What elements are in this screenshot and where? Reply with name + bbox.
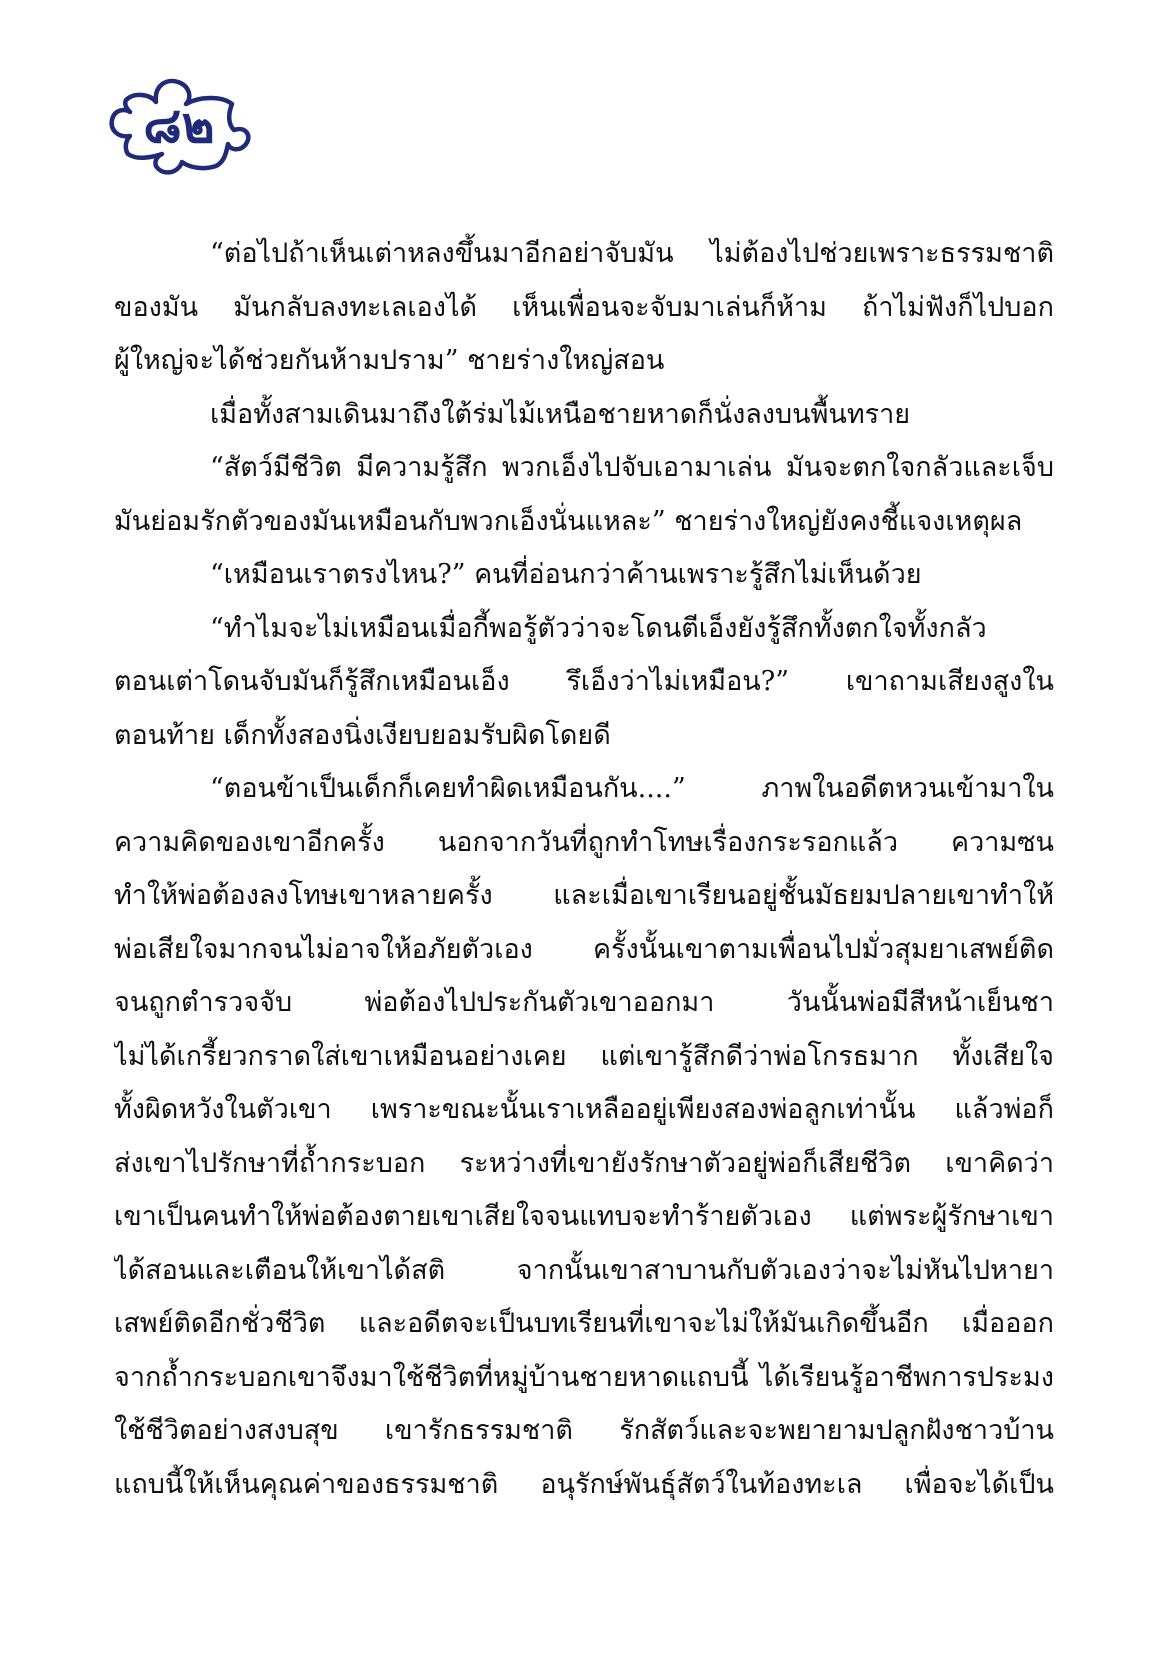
text-line: เมื่อทั้งสามเดินมาถึงใต้ร่มไม้เหนือชายหาดก็นั่งลงบนพื้นทราย [210,398,911,430]
text-line: จากถ้ำกระบอกเขาจึงมาใช้ชีวิตที่หมู่บ้านชายหาดแถบนี้ ได้เรียนรู้อาชีพการประมง [114,1361,1054,1393]
text-line: ใช้ชีวิตอย่างสงบสุข เขารักธรรมชาติ รักสัตว์และจะพยายามปลูกฝังชาวบ้าน [114,1415,1054,1446]
text-line: ตอนเต่าโดนจับมันก็รู้สึกเหมือนเอ็ง รึเอ็งว่าไม่เหมือน?” เขาถามเสียงสูงใน [114,666,1054,697]
page-number-badge [104,74,254,178]
page-number: ๘๒ [143,95,215,154]
text-line: ทั้งผิดหวังในตัวเขา เพราะขณะนั้นเราเหลืออยู่เพียงสองพ่อลูกเท่านั้น แล้วพ่อก็ [114,1094,1054,1125]
text-line: ความคิดของเขาอีกครั้ง นอกจากวันที่ถูกทำโทษเรื่องกระรอกแล้ว ความซน [114,826,1054,858]
text-line: พ่อเสียใจมากจนไม่อาจให้อภัยตัวเอง ครั้งนั้นเขาตามเพื่อนไปมั่วสุมยาเสพย์ติด [114,933,1054,965]
text-line: ของมัน มันกลับลงทะเลเองได้ เห็นเพื่อนจะจับมาเล่นก็ห้าม ถ้าไม่ฟังก็ไปบอก [114,291,1054,323]
text-line: จนถูกตำรวจจับ พ่อต้องไปประกันตัวเขาออกมา วันนั้นพ่อมีสีหน้าเย็นชา [114,987,1054,1018]
text-line: ได้สอนและเตือนให้เขาได้สติ จากนั้นเขาสาบานกับตัวเองว่าจะไม่หันไปหายา [114,1254,1054,1286]
text-line: แถบนี้ให้เห็นคุณค่าของธรรมชาติ อนุรักษ์พันธุ์สัตว์ในท้องทะเล เพื่อจะได้เป็น [114,1468,1054,1500]
text-line: ผู้ใหญ่จะได้ช่วยกันห้ามปราม” ชายร่างใหญ่สอน [114,345,665,376]
body-text [114,227,1054,1511]
text-line: เขาเป็นคนทำให้พ่อต้องตายเขาเสียใจจนแทบจะทำร้ายตัวเอง แต่พระผู้รักษาเขา [114,1201,1054,1232]
text-line: ตอนท้าย เด็กทั้งสองนิ่งเงียบยอมรับผิดโดยดี [114,719,611,751]
text-line: “ทำไมจะไม่เหมือนเมื่อกี้พอรู้ตัวว่าจะโดนตีเอ็งยังรู้สึกทั้งตกใจทั้งกลัว [210,612,987,644]
text-line: ทำให้พ่อต้องลงโทษเขาหลายครั้ง และเมื่อเขาเรียนอยู่ชั้นมัธยมปลายเขาทำให้ [114,880,1054,911]
text-line: ส่งเขาไปรักษาที่ถ้ำกระบอก ระหว่างที่เขายังรักษาตัวอยู่พ่อก็เสียชีวิต เขาคิดว่า [114,1147,1054,1179]
text-line: “ต่อไปถ้าเห็นเต่าหลงขึ้นมาอีกอย่าจับมัน ไม่ต้องไปช่วยเพราะธรรมชาติ [210,238,1054,269]
text-line: มันย่อมรักตัวของมันเหมือนกับพวกเอ็งนั่นแหละ” ชายร่างใหญ่ยังคงชี้แจงเหตุผล [114,505,1023,537]
text-line: ไม่ได้เกรี้ยวกราดใส่เขาเหมือนอย่างเคย แต่เขารู้สึกดีว่าพ่อโกรธมาก ทั้งเสียใจ [114,1040,1054,1072]
text-line: “สัตว์มีชีวิต มีความรู้สึก พวกเอ็งไปจับเอามาเล่น มันจะตกใจกลัวและเจ็บ [210,452,1054,483]
text-line: “เหมือนเราตรงไหน?” คนที่อ่อนกว่าค้านเพราะรู้สึกไม่เห็นด้วย [210,559,922,590]
text-line: เสพย์ติดอีกชั่วชีวิต และอดีตจะเป็นบทเรียนที่เขาจะไม่ให้มันเกิดขึ้นอีก เมื่อออก [114,1308,1054,1339]
text-line: “ตอนข้าเป็นเด็กก็เคยทำผิดเหมือนกัน....” ภาพในอดีตหวนเข้ามาใน [210,773,1054,804]
